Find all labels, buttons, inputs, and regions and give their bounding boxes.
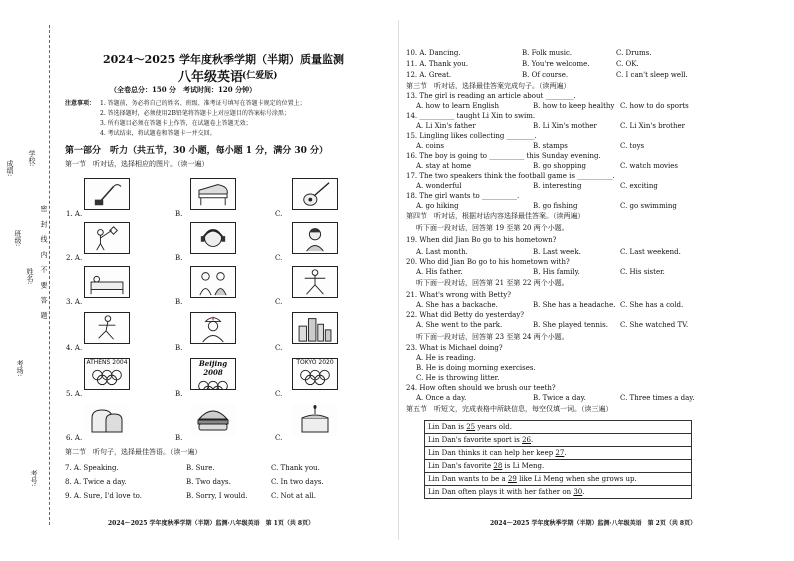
- q24-b: B. Twice a day.: [533, 394, 586, 402]
- logo-athens: ATHENS 2004: [86, 359, 128, 366]
- margin-class-label: 班级:: [14, 230, 22, 247]
- q14-c: C. Li Xin's brother: [620, 122, 685, 130]
- picture-exercising[interactable]: [292, 266, 338, 298]
- q15-a: A. coins: [416, 142, 444, 150]
- picture-person-face[interactable]: [292, 222, 338, 254]
- q22-question: 22. What did Betty do yesterday?: [406, 311, 525, 319]
- q6-label: 6. A.: [66, 434, 83, 442]
- q4-label: 4. A.: [66, 344, 83, 352]
- picture-hammer[interactable]: [84, 178, 130, 210]
- logo-beijing: Beijing 2008: [198, 359, 228, 377]
- q11-a: 11. A. Thank you.: [406, 60, 469, 68]
- picture-beijing-olympics[interactable]: [190, 358, 236, 390]
- q20-a: A. His father.: [416, 268, 463, 276]
- q23-c: C. He is throwing litter.: [416, 374, 500, 382]
- q17-b: B. interesting: [533, 182, 582, 190]
- table-row: [425, 460, 692, 473]
- q12-a: 12. A. Great.: [406, 71, 452, 79]
- q14-a: A. Li Xin's father: [416, 122, 476, 130]
- picture-kite-boy[interactable]: [84, 222, 130, 254]
- q21-b: B. She has a headache.: [533, 301, 616, 309]
- margin-school-label: 学校:: [28, 150, 36, 167]
- table-row: [425, 421, 692, 434]
- conv2-intro: 听下面一段对话，回答第 21 至第 22 两个小题。: [416, 279, 569, 287]
- q7-b: B. Sure.: [186, 464, 215, 472]
- part1-heading: 第一部分 听力（共五节，30 小题，每小题 1 分，满分 30 分）: [65, 146, 328, 156]
- picture-piano[interactable]: [190, 178, 236, 210]
- q24-a: A. Once a day.: [416, 394, 467, 402]
- picture-nurse[interactable]: [190, 312, 236, 344]
- blank-28[interactable]: 28: [493, 461, 503, 470]
- row-26-post: .: [531, 435, 534, 444]
- table-row: [425, 447, 692, 460]
- q1-c-label: C.: [275, 210, 283, 218]
- q11-c: C. OK.: [616, 60, 639, 68]
- picture-tokyo-olympics[interactable]: [292, 358, 338, 390]
- note-2: 2. 答选择题时，必须使用2B铅笔将答题卡上对应题目的答案标号涂黑；: [100, 110, 290, 117]
- margin-seal-note: 密 封 线 内 不 要 答 题: [40, 205, 48, 322]
- row-27-pre: Lin Dan thinks it can help her keep: [428, 448, 556, 457]
- section1-heading: 第一节 听对话，选择相应的图片。（读一遍）: [65, 160, 209, 168]
- section3-heading: 第三节 听对话，选择最佳答案完成句子。（读两遍）: [406, 82, 571, 90]
- q9-b: B. Sorry, I would.: [186, 492, 248, 500]
- note-1: 1. 答题前，务必将自己的姓名、班级、准考证号填写在答题卡规定的位置上；: [100, 100, 306, 107]
- q2-b-label: B.: [175, 254, 183, 262]
- conv1-intro: 听下面一段对话，回答第 19 至第 20 两个小题。: [416, 224, 569, 232]
- blank-25[interactable]: 25: [466, 422, 476, 431]
- q15-c: C. toys: [620, 142, 645, 150]
- q18-b: B. go fishing: [533, 202, 578, 210]
- row-30-pre: Lin Dan often plays it with her father on: [428, 487, 574, 496]
- q12-c: C. I can't sleep well.: [616, 71, 688, 79]
- q17-a: A. wonderful: [416, 182, 462, 190]
- note-3: 3. 所有题目必须在答题卡上作答，在试题卷上答题无效；: [100, 120, 252, 127]
- blank-27[interactable]: 27: [555, 448, 565, 457]
- score-info: （全卷总分：150 分 考试时间：120 分钟）: [110, 85, 257, 94]
- q8-a: 8. A. Twice a day.: [65, 478, 127, 486]
- q1-b-label: B.: [175, 210, 183, 218]
- margin-name-label: 姓名:: [26, 268, 34, 285]
- q23-b: B. He is doing morning exercises.: [416, 364, 536, 372]
- q14-question: 14. __________ taught Li Xin to swim.: [406, 112, 536, 120]
- q1-label: 1. A.: [66, 210, 83, 218]
- margin-score-label: 成绩:: [6, 160, 14, 177]
- blank-26[interactable]: 26: [522, 435, 532, 444]
- seal-line: [49, 25, 50, 525]
- q3-c-label: C.: [275, 298, 283, 306]
- q24-c: C. Three times a day.: [620, 394, 695, 402]
- q15-b: B. stamps: [533, 142, 568, 150]
- q16-question: 16. The boy is going to __________ this Sunday evening.: [406, 152, 601, 160]
- margin-exam-number-label: 考号:: [30, 470, 38, 487]
- q9-a: 9. A. Sure, I'd love to.: [65, 492, 142, 500]
- q22-a: A. She went to the park.: [416, 321, 503, 329]
- q21-a: A. She has a backache.: [416, 301, 498, 309]
- section5-heading: 第五节 听短文，完成表格中所缺信息，每空仅填一词。（读三遍）: [406, 405, 613, 413]
- q17-c: C. exciting: [620, 182, 658, 190]
- row-25-post: years old.: [475, 422, 512, 431]
- page2-footer: 2024～2025 学年度秋季学期（半期）监测·八年级英语 第 2页（共 8页）: [490, 520, 697, 527]
- q23-a: A. He is reading.: [416, 354, 476, 362]
- picture-guitar[interactable]: [292, 178, 338, 210]
- q7-a: 7. A. Speaking.: [65, 464, 119, 472]
- q18-a: A. go hiking: [416, 202, 459, 210]
- q11-b: B. You're welcome.: [522, 60, 590, 68]
- q12-b: B. Of course.: [522, 71, 569, 79]
- conv3-intro: 听下面一段对话，回答第 23 至第 24 两个小题。: [416, 333, 569, 341]
- q15-question: 15. Lingling likes collecting ________.: [406, 132, 537, 140]
- q4-b-label: B.: [175, 344, 183, 352]
- q5-b-label: B.: [175, 390, 183, 398]
- q13-b: B. how to keep healthy: [533, 102, 615, 110]
- q9-c: C. Not at all.: [271, 492, 317, 500]
- picture-bread[interactable]: [84, 404, 130, 436]
- q19-a: A. Last month.: [416, 248, 468, 256]
- picture-athens-olympics[interactable]: [84, 358, 130, 390]
- picture-doctor-patient[interactable]: [190, 266, 236, 298]
- q18-c: C. go swimming: [620, 202, 677, 210]
- row-29-post: like Li Meng when she grows up.: [516, 474, 637, 483]
- q14-b: B. Li Xin's mother: [533, 122, 597, 130]
- q4-c-label: C.: [275, 344, 283, 352]
- q13-question: 13. The girl is reading an article about ________.: [406, 92, 576, 100]
- logo-tokyo: TOKYO 2020: [296, 359, 334, 366]
- section4-heading: 第四节 听对话，根据对话内容选择最佳答案。（读两遍）: [406, 212, 585, 220]
- table-row: [425, 434, 692, 447]
- listening-table: [424, 420, 692, 499]
- q8-c: C. In two days.: [271, 478, 324, 486]
- q24-question: 24. How often should we brush our teeth?: [406, 384, 556, 392]
- q5-c-label: C.: [275, 390, 283, 398]
- page-divider: [398, 20, 399, 540]
- q19-question: 19. When did Jian Bo go to his hometown?: [406, 236, 557, 244]
- margin-room-label: 考场:: [16, 360, 24, 377]
- q3-label: 3. A.: [66, 298, 83, 306]
- q7-c: C. Thank you.: [271, 464, 320, 472]
- page1-footer: 2024～2025 学年度秋季学期（半期）监测·八年级英语 第 1页（共 8页）: [108, 520, 315, 527]
- q20-c: C. His sister.: [620, 268, 665, 276]
- q17-question: 17. The two speakers think the football game is __________.: [406, 172, 615, 180]
- table-row: [425, 486, 692, 499]
- blank-30[interactable]: 30: [573, 487, 583, 496]
- q20-b: B. His family.: [533, 268, 580, 276]
- picture-cake[interactable]: [292, 404, 338, 436]
- q16-c: C. watch movies: [620, 162, 678, 170]
- blank-29[interactable]: 29: [507, 474, 517, 483]
- q13-c: C. how to do sports: [620, 102, 689, 110]
- row-26-pre: Lin Dan's favorite sport is: [428, 435, 523, 444]
- q10-b: B. Folk music.: [522, 49, 573, 57]
- row-28-pre: Lin Dan's favorite: [428, 461, 494, 470]
- q19-c: C. Last weekend.: [620, 248, 681, 256]
- exam-subtitle: 八年级英语: [178, 70, 244, 85]
- notes-label: 注意事项：: [65, 100, 96, 107]
- picture-city-buildings[interactable]: [292, 312, 338, 344]
- exam-edition: (仁爱版): [242, 71, 278, 81]
- section2-heading: 第二节 听句子，选择最佳答语。（读一遍）: [65, 448, 202, 456]
- q21-c: C. She has a cold.: [620, 301, 684, 309]
- q20-question: 20. Who did Jian Bo go to his hometown with?: [406, 258, 570, 266]
- q3-b-label: B.: [175, 298, 183, 306]
- q6-b-label: B.: [175, 434, 183, 442]
- picture-headphones[interactable]: [190, 222, 236, 254]
- exam-title: 2024～2025 学年度秋季学期（半期）质量监测: [103, 53, 345, 66]
- q8-b: B. Two days.: [186, 478, 231, 486]
- q23-question: 23. What is Michael doing?: [406, 344, 503, 352]
- table-row: [425, 473, 692, 486]
- q19-b: B. Last week.: [533, 248, 581, 256]
- picture-running-man[interactable]: [84, 312, 130, 344]
- q22-b: B. She played tennis.: [533, 321, 608, 329]
- row-30-post: .: [582, 487, 585, 496]
- row-27-post: .: [564, 448, 567, 457]
- picture-hamburger[interactable]: [190, 404, 236, 436]
- q2-c-label: C.: [275, 254, 283, 262]
- row-25-pre: Lin Dan is: [428, 422, 467, 431]
- row-28-post: is Li Meng.: [502, 461, 545, 470]
- q10-a: 10. A. Dancing.: [406, 49, 461, 57]
- q22-c: C. She watched TV.: [620, 321, 689, 329]
- picture-sick-in-bed[interactable]: [84, 266, 130, 298]
- q5-label: 5. A.: [66, 390, 83, 398]
- note-4: 4. 考试结束，将试题卷和答题卡一并交回。: [100, 130, 216, 137]
- q16-a: A. stay at home: [416, 162, 471, 170]
- q2-label: 2. A.: [66, 254, 83, 262]
- q13-a: A. how to learn English: [416, 102, 500, 110]
- q6-c-label: C.: [275, 434, 283, 442]
- row-29-pre: Lin Dan wants to be a: [428, 474, 508, 483]
- q18-question: 18. The girl wants to __________.: [406, 192, 520, 200]
- q16-b: B. go shopping: [533, 162, 587, 170]
- q10-c: C. Drums.: [616, 49, 652, 57]
- q21-question: 21. What's wrong with Betty?: [406, 291, 511, 299]
